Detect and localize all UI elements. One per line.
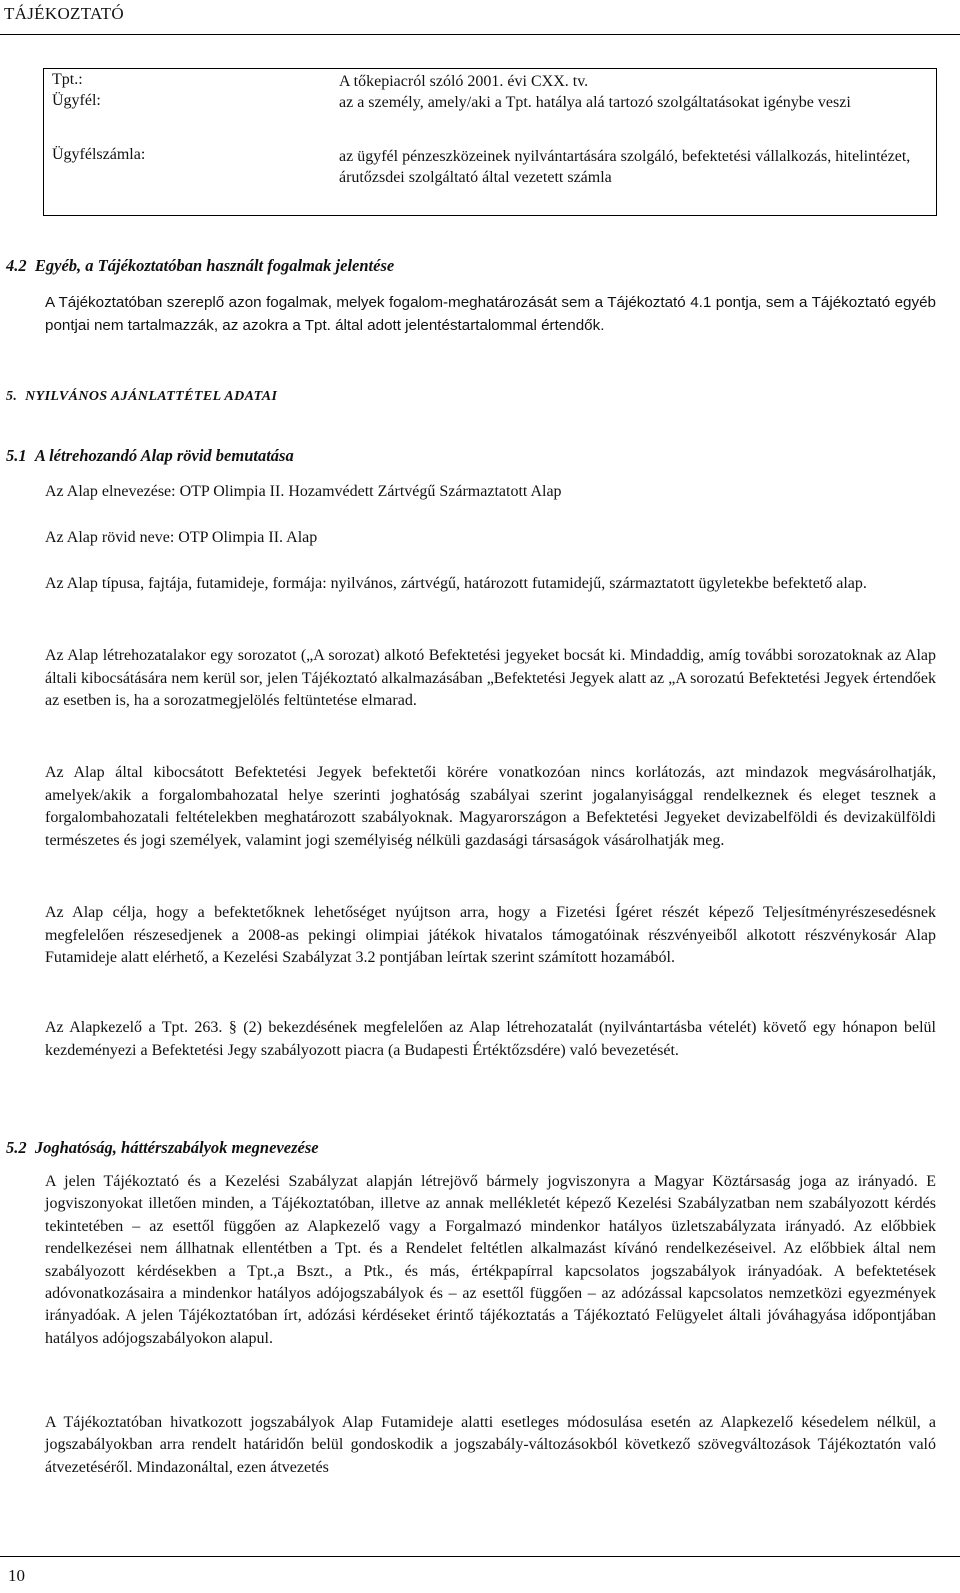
section-title: Joghatóság, háttérszabályok megnevezése — [34, 1138, 319, 1157]
fund-type-paragraph: Az Alap típusa, fajtája, futamideje, formája: nyilvános, zártvégű, határozott futamidejű, származtatott ügyletekbe befektető alap. — [45, 575, 867, 592]
page-number: 10 — [8, 1566, 25, 1585]
definitions-box — [43, 68, 937, 216]
definition-text: az ügyfél pénzeszközeinek nyilvántartására szolgáló, befektetési vállalkozás, hitelintézet, árutőzsdei szolgáltató által vezetett számla — [339, 148, 911, 186]
definition-text: A tőkepiacról szóló 2001. évi CXX. tv. — [339, 73, 589, 90]
section-title: Egyéb, a Tájékoztatóban használt fogalmak jelentése — [34, 256, 395, 275]
section-5-heading — [6, 389, 277, 405]
definition-term: Ügyfél: — [52, 92, 101, 109]
series-paragraph: Az Alap létrehozatalakor egy sorozatot („A sorozat) alkotó Befektetési jegyeket bocsát ki. Mindaddig, amíg további sorozatoknak az Alap általi kibocsátására nem kerül sor, jelen Tájékoztató alkalmazásában „Befektetési Jegyek alatt az „A sorozatú Befektetési Jegyek értendőek az esetben is, ha a sorozatmegjelölés feltüntetése elmarad. — [45, 647, 936, 710]
section-title: NYILVÁNOS AJÁNLATTÉTEL ADATAI — [25, 389, 278, 404]
section-number: 5.1 — [6, 446, 27, 465]
fund-short-name-paragraph: Az Alap rövid neve: OTP Olimpia II. Alap — [45, 529, 318, 546]
section-5-1-heading — [6, 446, 294, 466]
section-number: 5. — [6, 389, 18, 404]
fund-goal-paragraph: Az Alap célja, hogy a befektetőknek lehetőséget nyújtson arra, hogy a Fizetési Ígéret részét képező Teljesítményrészesedésnek megfelelően részesedjenek a 2008-as pekingi olimpiai játékok hivatalos támogatóinak részvényeiből alkotott részvénykosár Alap Futamideje alatt elérhető, a Kezelési Szabályzat 3.2 pontjában leírtak szerint számított hozamából. — [45, 904, 936, 967]
definition-term: Tpt.: — [52, 71, 83, 88]
footer-rule — [0, 1556, 960, 1557]
listing-paragraph: Az Alapkezelő a Tpt. 263. § (2) bekezdésének megfelelően az Alap létrehozatalát (nyilvántartásba vételét) követő egy hónapon belül kezdeményezi a Befektetési Jegy szabályozott piacra (a Budapesti Értéktőzsdére) való bevezetését. — [45, 1019, 936, 1059]
definition-term: Ügyfélszámla: — [52, 146, 146, 163]
section-5-2-heading — [6, 1138, 319, 1158]
page-header-title: TÁJÉKOZTATÓ — [4, 4, 124, 23]
section-number: 5.2 — [6, 1138, 27, 1157]
investors-paragraph: Az Alap által kibocsátott Befektetési Jegyek befektetői körére vonatkozóan nincs korlátozás, azt mindazok megvásárolhatják, amelyek/akik a forgalombahozatal helye szerinti joghatóság szabályai szerint jogalanyisággal rendelkeznek és eleget tesznek a forgalombahozatali feltételekben meghatározott szabályoknak. Magyarországon a Befektetési Jegyeket devizabelföldi és devizakülföldi természetes és jogi személyek, valamint jogi személyiség nélküli gazdasági társaságok vásárolhatják meg. — [45, 764, 936, 849]
jurisdiction-paragraph: A jelen Tájékoztató és a Kezelési Szabályzat alapján létrejövő bármely jogviszonyra a Magyar Köztársaság joga az irányadó. E jogviszonyokat illetően minden, a Tájékoztatóban, illetve az annak mellékletét képező Kezelési Szabályzatban nem szabályozott kérdés tekintetében – az esettől függően az Alapkezelő vagy a Forgalmazó mindenkor hatályos üzletszabályzata irányadó. Az előbbiek rendelkezései nem állhatnak ellentétben a Tpt. és a Rendelet feltétlen alkalmazást kívánó rendelkezéseivel. Az előbbiek által nem szabályozott kérdésekben a Tpt.,a Bszt., a Ptk., és más, értékpapírral kapcsolatos jogszabályok irányadóak. A befektetések adóvonatkozásaira a mindenkor hatályos adójogszabályok és – az esettől függően – az adózással kapcsolatos nemzetközi egyezmények irányadóak. A jelen Tájékoztatóban írt, adózási kérdéseket érintő tájékoztatás a Tájékoztató Felügyelet általi jóváhagyása időpontjában hatályos adójogszabályokon alapul. — [45, 1173, 936, 1347]
definition-text: az a személy, amely/aki a Tpt. hatálya alá tartozó szolgáltatásokat igénybe veszi — [339, 94, 851, 111]
section-title: A létrehozandó Alap rövid bemutatása — [34, 446, 294, 465]
section-4-2-text: A Tájékoztatóban szereplő azon fogalmak, melyek fogalom-meghatározását sem a Tájékoztató 4.1 pontja, sem a Tájékoztató egyéb pontjai nem tartalmazzák, az azokra a Tpt. által adott jelentéstartalommal értendők. — [45, 294, 936, 334]
fund-name-paragraph: Az Alap elnevezése: OTP Olimpia II. Hozamvédett Zártvégű Származtatott Alap — [45, 483, 562, 500]
section-4-2-heading — [6, 256, 394, 276]
legislation-change-paragraph: A Tájékoztatóban hivatkozott jogszabályok Alap Futamideje alatti esetleges módosulása esetén az Alapkezelő késedelem nélkül, a jogszabályokban arra rendelt határidőn belül gondoskodik a jogszabály-változásokból következő szövegváltozások Tájékoztatón való átvezetéséről. Mindazonáltal, ezen átvezetés — [45, 1414, 936, 1476]
header-rule — [0, 34, 960, 35]
section-number: 4.2 — [6, 256, 27, 275]
